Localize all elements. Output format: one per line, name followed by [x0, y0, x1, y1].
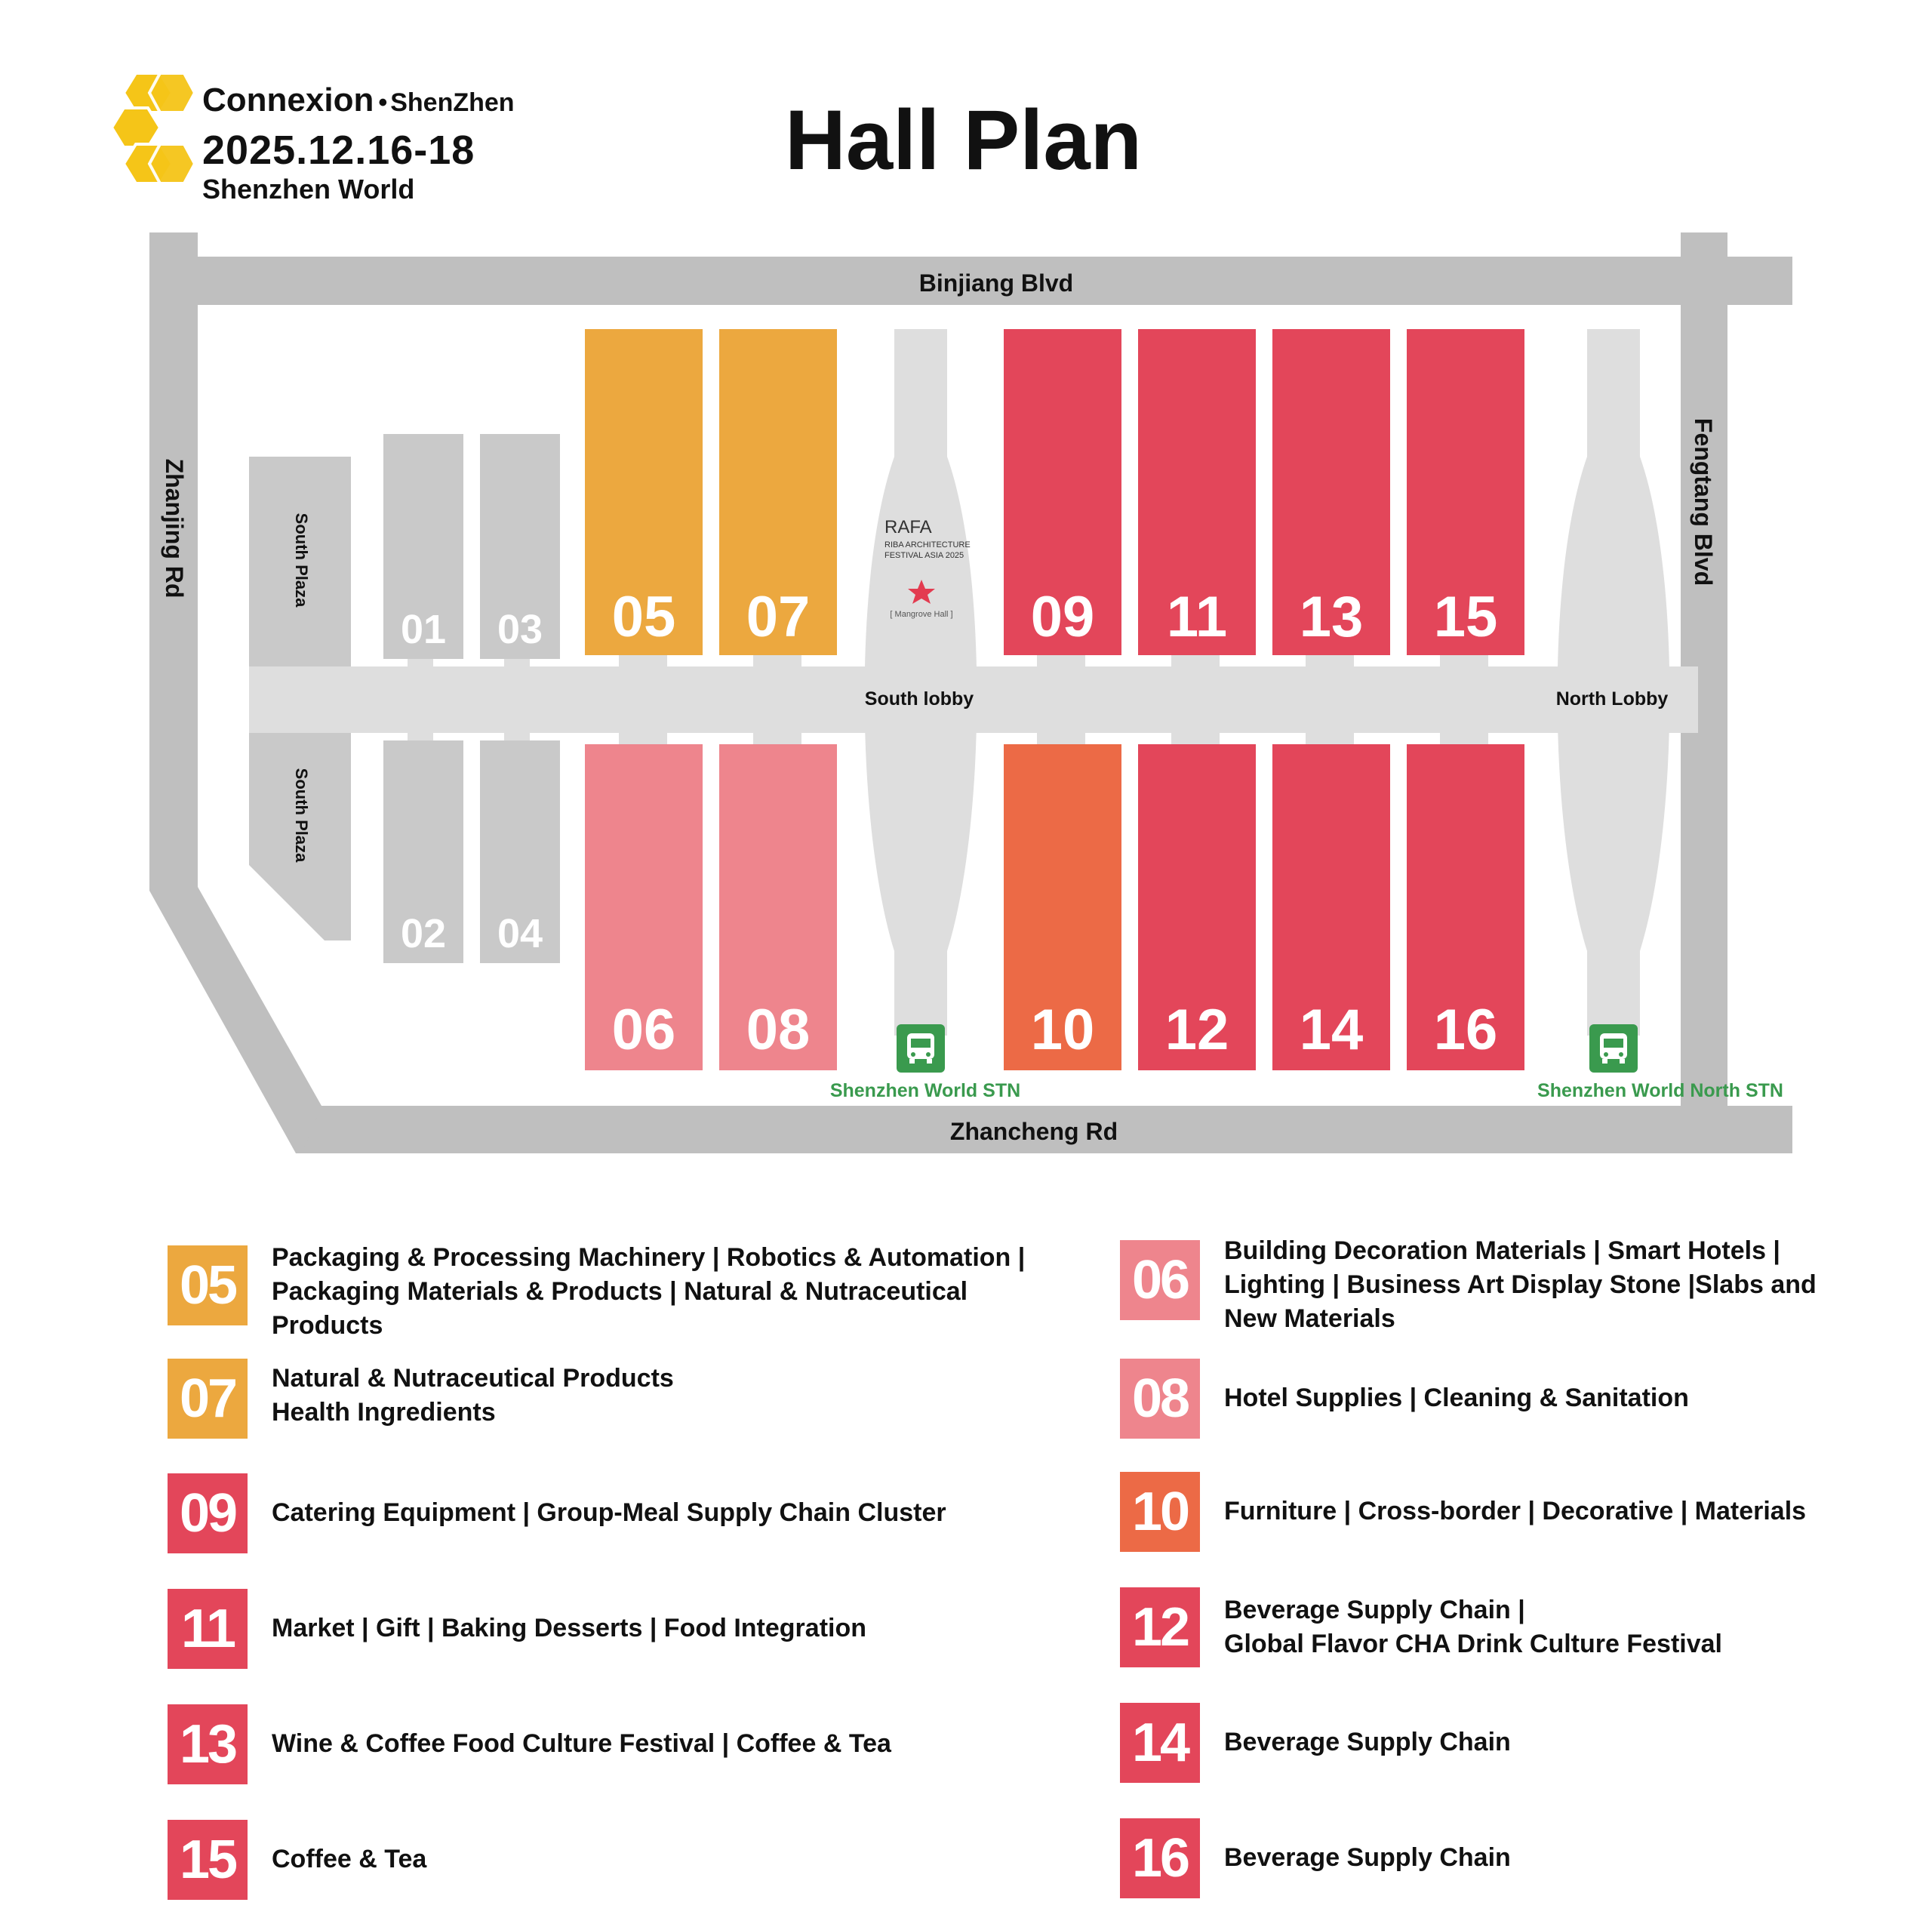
legend-badge: 08 — [1120, 1359, 1200, 1439]
hall-11[interactable] — [1138, 329, 1256, 655]
hall-04-label: 04 — [497, 911, 543, 956]
south-lobby-label: South lobby — [864, 688, 974, 710]
hall-05[interactable] — [585, 329, 703, 655]
hall-12-label: 12 — [1164, 998, 1229, 1062]
legend-text: Coffee & Tea — [272, 1845, 427, 1873]
brand-city: ShenZhen — [390, 88, 515, 117]
legend-badge: 09 — [168, 1473, 248, 1553]
legend-badge: 05 — [168, 1245, 248, 1325]
hall-01[interactable] — [383, 434, 463, 659]
hall-16-label: 16 — [1433, 998, 1498, 1062]
legend-text: Beverage Supply Chain | Global Flavor CHA Drink Culture Festival — [1224, 1596, 1722, 1658]
legend-badge: 12 — [1120, 1587, 1200, 1667]
hall-03-label: 03 — [497, 607, 543, 652]
hall-14[interactable] — [1272, 744, 1390, 1070]
legend-badge: 07 — [168, 1359, 248, 1439]
legend-text: Packaging & Processing Machinery | Robotics & Automation | Packaging Materials & Products | Natural & Nutraceutical Products — [272, 1243, 1026, 1340]
hall-13-label: 13 — [1299, 585, 1364, 649]
legend-text: Wine & Coffee Food Culture Festival | Coffee & Tea — [272, 1729, 891, 1758]
hall-07-label: 07 — [746, 585, 811, 649]
hall-09-label: 09 — [1030, 585, 1095, 649]
road-label-south: Zhancheng Rd — [949, 1118, 1118, 1145]
north-lobby-label: North Lobby — [1555, 688, 1669, 710]
landmark-name: RAFA — [884, 517, 932, 537]
hall-09[interactable] — [1004, 329, 1121, 655]
legend-badge: 11 — [168, 1589, 248, 1669]
hall-08-label: 08 — [746, 998, 811, 1062]
hall-04[interactable] — [480, 740, 560, 963]
station-south-label: Shenzhen World STN — [829, 1080, 1021, 1101]
event-venue: Shenzhen World — [202, 174, 415, 205]
hall-01-label: 01 — [400, 607, 447, 652]
hall-12[interactable] — [1138, 744, 1256, 1070]
hall-02[interactable] — [383, 740, 463, 963]
station-north-label: Shenzhen World North STN — [1537, 1080, 1783, 1101]
plaza-label-lower: South Plaza — [292, 768, 311, 863]
legend-text: Building Decoration Materials | Smart Hotels | Lighting | Business Art Display Stone |Slabs and New Materials — [1224, 1236, 1817, 1333]
legend-badge: 16 — [1120, 1818, 1200, 1898]
hall-08[interactable] — [719, 744, 837, 1070]
road-label-east: Fengtang Blvd — [1690, 417, 1717, 586]
legend-text: Hotel Supplies | Cleaning & Sanitation — [1224, 1384, 1689, 1412]
legend-badge: 15 — [168, 1820, 248, 1900]
hall-02-label: 02 — [400, 911, 447, 956]
hall-15-label: 15 — [1433, 585, 1498, 649]
hall-06-label: 06 — [611, 998, 676, 1062]
plaza-label-upper: South Plaza — [292, 513, 311, 608]
legend-badge: 10 — [1120, 1472, 1200, 1552]
legend-text: Furniture | Cross-border | Decorative | Materials — [1224, 1497, 1807, 1525]
legend-text: Catering Equipment | Group-Meal Supply Chain Cluster — [272, 1498, 946, 1527]
legend-text: Natural & Nutraceutical Products Health Ingredients — [272, 1364, 674, 1427]
event-dates: 2025.12.16-18 — [202, 128, 475, 173]
brand-name: Connexion — [202, 82, 374, 119]
landmark-subtitle-2: FESTIVAL ASIA 2025 — [884, 551, 964, 560]
page-title: Hall Plan — [785, 93, 1143, 187]
hall-05-label: 05 — [611, 585, 676, 649]
hall-10-label: 10 — [1030, 998, 1095, 1062]
hall-15[interactable] — [1407, 329, 1524, 655]
legend-badge: 13 — [168, 1704, 248, 1784]
hall-16[interactable] — [1407, 744, 1524, 1070]
hall-10[interactable] — [1004, 744, 1121, 1070]
road-label-west: Zhanjing Rd — [161, 458, 188, 599]
hall-06[interactable] — [585, 744, 703, 1070]
bus-icon — [897, 1024, 945, 1073]
legend-badge: 06 — [1120, 1240, 1200, 1320]
road-label-north: Binjiang Blvd — [918, 269, 1074, 297]
bus-icon — [1589, 1024, 1638, 1073]
hall-11-label: 11 — [1166, 585, 1228, 649]
hall-13[interactable] — [1272, 329, 1390, 655]
landmark-subtitle-1: RIBA ARCHITECTURE — [884, 540, 971, 549]
legend-text: Market | Gift | Baking Desserts | Food Integration — [272, 1614, 866, 1642]
brand-separator: • — [378, 88, 388, 117]
legend-badge: 14 — [1120, 1703, 1200, 1783]
legend-text: Beverage Supply Chain — [1224, 1843, 1511, 1872]
hall-03[interactable] — [480, 434, 560, 659]
landmark-hall: [ Mangrove Hall ] — [890, 610, 953, 619]
hall-07[interactable] — [719, 329, 837, 655]
legend-text: Beverage Supply Chain — [1224, 1728, 1511, 1756]
hall-14-label: 14 — [1299, 998, 1364, 1062]
